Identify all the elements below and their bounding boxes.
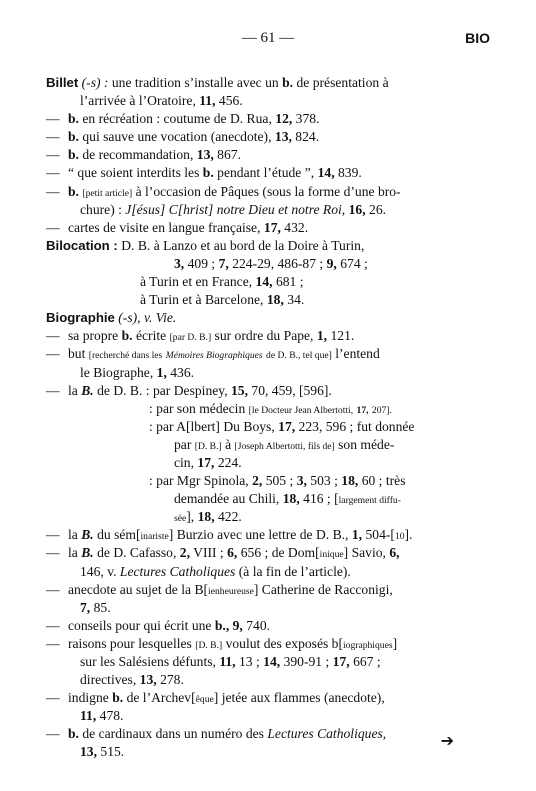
entry-line: 13, 515. [80,744,125,760]
subentry: — la B. de D. B. : par Despiney, 15, 70, 459, [596]. [46,382,332,398]
entry-line: 11, 478. [80,708,124,724]
entry-line: chure) : J[ésus] C[hrist] notre Dieu et notre Roi, 16, 26. [80,201,387,217]
running-head: BIO [465,30,490,46]
entry-biographie-head: Biographie (-s), v. Vie. [46,310,177,326]
entries [46,74,490,762]
entry-line: cin, 17, 224. [174,454,242,470]
subentry: — “ que soient interdits les b. pendant l’étude ”, 14, 839. [46,165,362,181]
entry-billet-head: Billet (-s) : une tradition s’installe avec un b. de présentation à [46,75,389,90]
subentry: — b. de cardinaux dans un numéro des Lectures Catholiques, [46,726,387,742]
page-header [0,30,536,50]
entry-line: l’arrivée à l’Oratoire, 11, 456. [80,93,243,109]
subentry: — indigne b. de l’Archev[êque] jetée aux flammes (anecdote), [46,690,385,706]
entry-line: à Turin et à Barcelone, 18, 34. [140,292,305,308]
subentry: — la B. de D. Cafasso, 2, VIII ; 6, 656 ; de Dom[inique] Savio, 6, [46,545,400,561]
entry-line: 146, v. Lectures Catholiques (à la fin de l’article). [80,563,351,579]
entry-line: : par A[lbert] Du Boys, 17, 223, 596 ; fut donnée [149,418,415,434]
entry-line: : par son médecin [le Docteur Jean Albertotti, 17, 207]. [149,400,392,416]
entry-line: 7, 85. [80,599,111,615]
subentry: — b. [petit article] à l’occasion de Pâques (sous la forme d’une bro- [46,183,401,199]
subentry: — b. de recommandation, 13, 867. [46,147,241,163]
subentry: — conseils pour qui écrit une b., 9, 740. [46,617,271,633]
subentry: — b. en récréation : coutume de D. Rua, 12, 378. [46,111,320,127]
entry-line: à Turin et en France, 14, 681 ; [140,274,304,290]
subentry: — la B. du sém[inariste] Burzio avec une lettre de D. B., 1, 504-[10]. [46,527,413,543]
subentry: — sa propre b. écrite [par D. B.] sur ordre du Pape, 1, 121. [46,328,355,344]
entry-line: directives, 13, 278. [80,672,184,688]
entry-line: : par Mgr Spinola, 2, 505 ; 3, 503 ; 18, 60 ; très [149,473,406,489]
entry-bilocation-head: Bilocation : D. B. à Lanzo et au bord de la Doire à Turin, [46,237,365,253]
entry-line: 3, 409 ; 7, 224-29, 486-87 ; 9, 674 ; [174,255,368,271]
entry-line: sur les Salésiens défunts, 11, 13 ; 14, 390-91 ; 17, 667 ; [80,654,381,669]
subentry: — but [recherché dans les Mémoires Biographiques de D. B., tel que] l’entend [46,346,380,362]
entry-line: le Biographe, 1, 436. [80,364,195,380]
subentry: — anecdote au sujet de la B[ienheureuse] Catherine de Racconigi, [46,581,393,597]
subentry: — raisons pour lesquelles [D. B.] voulut des exposés b[iographiques] [46,635,398,651]
entry-line: demandée au Chili, 18, 416 ; [largement diffu- [174,491,401,507]
continue-arrow-icon: ➔ [440,731,454,750]
page-number: — 61 — [241,30,295,46]
subentry: — cartes de visite en langue française, 17, 432. [46,219,309,235]
entry-line: sée], 18, 422. [174,509,242,525]
subentry: — b. qui sauve une vocation (anecdote), 13, 824. [46,129,320,145]
entry-line: par [D. B.] à [Joseph Albertotti, fils de] son méde- [174,436,395,452]
